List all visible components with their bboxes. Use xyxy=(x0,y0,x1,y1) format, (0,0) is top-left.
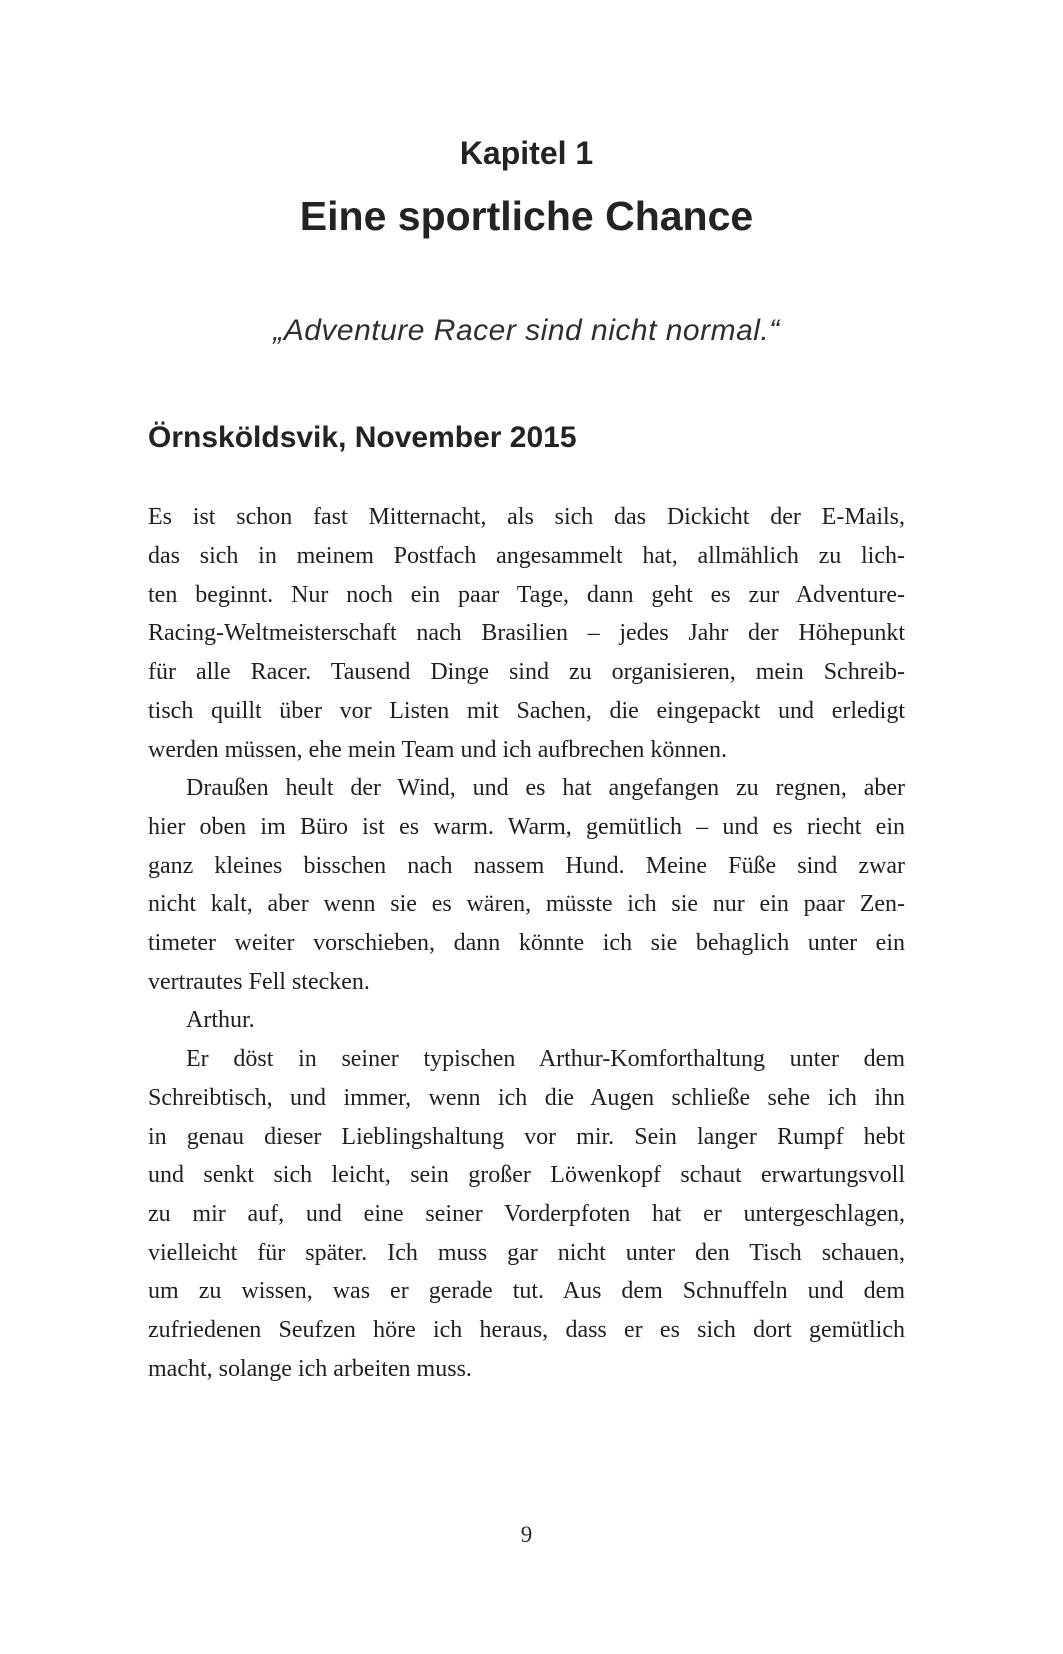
body-line: das sich in meinem Postfach angesammelt hat, allmählich zu lich- xyxy=(148,543,905,570)
body-line: tisch quillt über vor Listen mit Sachen, die eingepackt und erledigt xyxy=(148,697,905,724)
body-paragraph xyxy=(148,498,905,769)
body-line: vielleicht für später. Ich muss gar nicht unter den Tisch schauen, xyxy=(148,1239,905,1266)
body-line: werden müssen, ehe mein Team und ich aufbrechen können. xyxy=(148,736,728,763)
page-content xyxy=(148,0,905,1389)
body-line: zufriedenen Seufzen höre ich heraus, dass er es sich dort gemütlich xyxy=(148,1317,905,1344)
body-text xyxy=(148,498,905,1388)
body-line: Schreibtisch, und immer, wenn ich die Augen schließe sehe ich ihn xyxy=(148,1084,905,1111)
chapter-label: Kapitel 1 xyxy=(459,135,594,171)
body-line: hier oben im Büro ist es warm. Warm, gemütlich – und es riecht ein xyxy=(148,813,905,840)
epigraph-quote: „Adventure Racer sind nicht normal.“ xyxy=(273,314,780,348)
body-line: ten beginnt. Nur noch ein paar Tage, dann geht es zur Adventure- xyxy=(148,581,905,608)
body-line: timeter weiter vorschieben, dann könnte ich sie behaglich unter ein xyxy=(148,930,905,957)
section-heading: Örnsköldsvik, November 2015 xyxy=(148,421,577,455)
body-line: Racing-Weltmeisterschaft nach Brasilien – jedes Jahr der Höhepunkt xyxy=(148,620,905,647)
body-paragraph xyxy=(148,769,905,1001)
chapter-title: Eine sportliche Chance xyxy=(299,193,754,240)
body-paragraph xyxy=(148,1001,905,1040)
body-line: in genau dieser Lieblingshaltung vor mir. Sein langer Rumpf hebt xyxy=(148,1123,905,1150)
body-paragraph xyxy=(148,1040,905,1388)
body-line: für alle Racer. Tausend Dinge sind zu organisieren, mein Schreib- xyxy=(148,659,905,686)
body-line: ganz kleines bisschen nach nassem Hund. Meine Füße sind zwar xyxy=(148,852,905,879)
page-number: 9 xyxy=(520,1522,533,1547)
body-line: und senkt sich leicht, sein großer Löwenkopf schaut erwartungsvoll xyxy=(148,1162,905,1189)
body-line: Arthur. xyxy=(186,1007,255,1034)
body-line: Es ist schon fast Mitternacht, als sich das Dickicht der E-Mails, xyxy=(148,504,905,531)
body-line: macht, solange ich arbeiten muss. xyxy=(148,1355,472,1382)
body-line: Draußen heult der Wind, und es hat angefangen zu regnen, aber xyxy=(186,775,905,802)
body-line: vertrautes Fell stecken. xyxy=(148,968,370,995)
body-line: zu mir auf, und eine seiner Vorderpfoten hat er untergeschlagen, xyxy=(148,1200,905,1227)
body-line: nicht kalt, aber wenn sie es wären, müsste ich sie nur ein paar Zen- xyxy=(148,891,905,918)
body-line: um zu wissen, was er gerade tut. Aus dem Schnuffeln und dem xyxy=(148,1278,905,1305)
body-line: Er döst in seiner typischen Arthur-Komforthaltung unter dem xyxy=(186,1046,905,1073)
